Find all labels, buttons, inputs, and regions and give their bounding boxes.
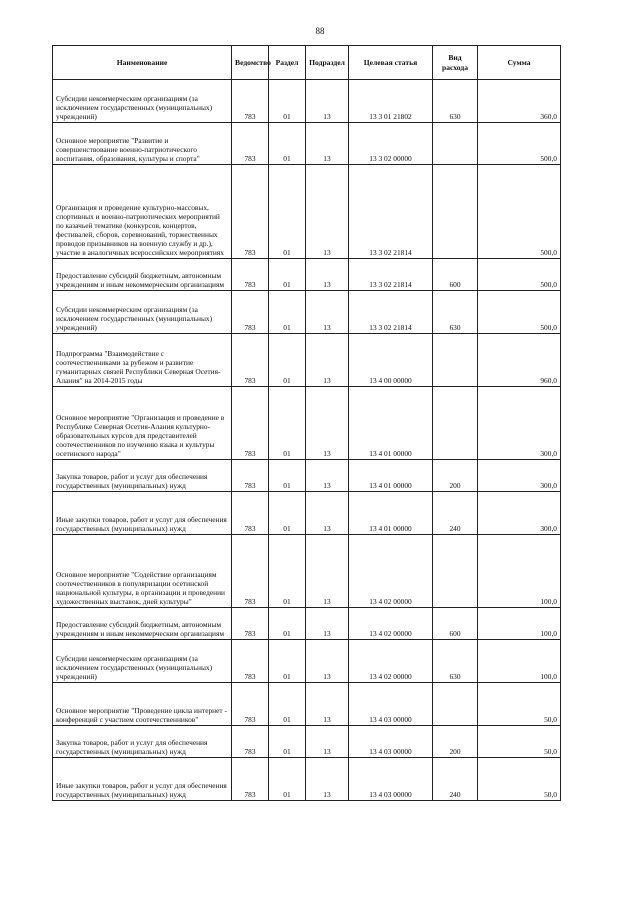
cell-celevaya-statya: 13 3 01 21802 [349, 80, 433, 123]
cell-razdel: 01 [269, 259, 306, 291]
cell-vedomstvo: 783 [232, 123, 269, 165]
cell-vid-raskhoda [433, 165, 478, 259]
cell-vid-raskhoda: 630 [433, 640, 478, 683]
cell-summa: 960,0 [478, 334, 561, 387]
cell-name: Иные закупки товаров, работ и услуг для обеспечения государственных (муниципальных) нужд [53, 758, 232, 801]
cell-name: Основное мероприятие "Развитие и совершенствование военно-патриотического воспитания, образования, культуры и спорта" [53, 123, 232, 165]
cell-summa: 50,0 [478, 758, 561, 801]
cell-name: Организация и проведение культурно-массовых, спортивных и военно-патриотических мероприятий по казачьей тематике (конкурсов, концертов, фестивалей, сборов, соревнований, торжественных проводов призывников на военную службу и др.), участие в аналогичных всероссийских мероприятиях [53, 165, 232, 259]
header-name: Наименование [53, 46, 232, 80]
cell-razdel: 01 [269, 608, 306, 640]
cell-podrazdel: 13 [306, 123, 349, 165]
cell-celevaya-statya: 13 3 02 00000 [349, 123, 433, 165]
cell-summa: 100,0 [478, 640, 561, 683]
cell-razdel: 01 [269, 640, 306, 683]
cell-name: Субсидии некоммерческим организациям (за исключением государственных (муниципальных) учреждений) [53, 80, 232, 123]
cell-vedomstvo: 783 [232, 492, 269, 535]
cell-vedomstvo: 783 [232, 80, 269, 123]
cell-summa: 360,0 [478, 80, 561, 123]
header-podrazdel: Подраздел [306, 46, 349, 80]
cell-vedomstvo: 783 [232, 259, 269, 291]
cell-name: Иные закупки товаров, работ и услуг для обеспечения государственных (муниципальных) нужд [53, 492, 232, 535]
cell-podrazdel: 13 [306, 80, 349, 123]
cell-vedomstvo: 783 [232, 387, 269, 460]
cell-vid-raskhoda: 240 [433, 492, 478, 535]
cell-vid-raskhoda: 600 [433, 608, 478, 640]
table-row [53, 535, 561, 608]
cell-vid-raskhoda: 630 [433, 291, 478, 334]
cell-vedomstvo: 783 [232, 758, 269, 801]
table-row [53, 123, 561, 165]
cell-podrazdel: 13 [306, 758, 349, 801]
table-row [53, 640, 561, 683]
cell-razdel: 01 [269, 387, 306, 460]
table-header [53, 46, 561, 80]
cell-vedomstvo: 783 [232, 608, 269, 640]
cell-podrazdel: 13 [306, 683, 349, 726]
cell-vid-raskhoda: 600 [433, 259, 478, 291]
cell-vid-raskhoda [433, 123, 478, 165]
table-row [53, 291, 561, 334]
page-number: 88 [315, 26, 325, 36]
header-celevaya-statya: Целевая статья [349, 46, 433, 80]
header-row [53, 46, 561, 80]
cell-name: Основное мероприятие "Организация и проведение в Республике Северная Осетия-Алания культурно-образовательных курсов для представителей соотечественников по изучению языка и культуры осетинского народа" [53, 387, 232, 460]
cell-vedomstvo: 783 [232, 165, 269, 259]
cell-summa: 50,0 [478, 683, 561, 726]
cell-podrazdel: 13 [306, 291, 349, 334]
cell-razdel: 01 [269, 535, 306, 608]
cell-vid-raskhoda: 240 [433, 758, 478, 801]
cell-summa: 500,0 [478, 165, 561, 259]
cell-summa: 100,0 [478, 608, 561, 640]
cell-celevaya-statya: 13 4 01 00000 [349, 492, 433, 535]
cell-podrazdel: 13 [306, 726, 349, 758]
cell-celevaya-statya: 13 4 02 00000 [349, 608, 433, 640]
cell-podrazdel: 13 [306, 535, 349, 608]
cell-name: Предоставление субсидий бюджетным, автономным учреждениям и иным некоммерческим организациям [53, 608, 232, 640]
cell-name: Субсидии некоммерческим организациям (за исключением государственных (муниципальных) учреждений) [53, 640, 232, 683]
cell-vedomstvo: 783 [232, 460, 269, 492]
cell-vedomstvo: 783 [232, 291, 269, 334]
cell-celevaya-statya: 13 3 02 21814 [349, 165, 433, 259]
table-row [53, 259, 561, 291]
cell-celevaya-statya: 13 4 02 00000 [349, 535, 433, 608]
table-row [53, 683, 561, 726]
cell-razdel: 01 [269, 726, 306, 758]
cell-razdel: 01 [269, 80, 306, 123]
cell-razdel: 01 [269, 291, 306, 334]
cell-vedomstvo: 783 [232, 535, 269, 608]
cell-podrazdel: 13 [306, 165, 349, 259]
table-row [53, 460, 561, 492]
cell-name: Предоставление субсидий бюджетным, автономным учреждениям и иным некоммерческим организациям [53, 259, 232, 291]
budget-table [52, 45, 561, 801]
table-row [53, 492, 561, 535]
cell-summa: 100,0 [478, 535, 561, 608]
header-razdel: Раздел [269, 46, 306, 80]
cell-name: Основное мероприятие "Содействие организациям соотечественников в популяризации осетинской национальной культуры, в организации и проведении художественных выставок, дней культуры" [53, 535, 232, 608]
cell-celevaya-statya: 13 4 03 00000 [349, 683, 433, 726]
cell-vedomstvo: 783 [232, 683, 269, 726]
cell-vid-raskhoda: 200 [433, 726, 478, 758]
cell-vedomstvo: 783 [232, 334, 269, 387]
cell-summa: 300,0 [478, 387, 561, 460]
table-row [53, 80, 561, 123]
cell-summa: 500,0 [478, 291, 561, 334]
table-row [53, 726, 561, 758]
cell-podrazdel: 13 [306, 259, 349, 291]
cell-razdel: 01 [269, 683, 306, 726]
cell-celevaya-statya: 13 4 02 00000 [349, 640, 433, 683]
cell-celevaya-statya: 13 3 02 21814 [349, 259, 433, 291]
table-row [53, 758, 561, 801]
cell-razdel: 01 [269, 165, 306, 259]
table-row [53, 165, 561, 259]
cell-razdel: 01 [269, 492, 306, 535]
header-vid-raskhoda: Вид расхода [433, 46, 478, 80]
cell-vid-raskhoda [433, 334, 478, 387]
cell-razdel: 01 [269, 334, 306, 387]
cell-podrazdel: 13 [306, 608, 349, 640]
cell-razdel: 01 [269, 123, 306, 165]
cell-razdel: 01 [269, 758, 306, 801]
cell-summa: 500,0 [478, 259, 561, 291]
cell-razdel: 01 [269, 460, 306, 492]
cell-podrazdel: 13 [306, 640, 349, 683]
cell-celevaya-statya: 13 3 02 21814 [349, 291, 433, 334]
cell-vid-raskhoda [433, 535, 478, 608]
cell-celevaya-statya: 13 4 01 00000 [349, 387, 433, 460]
cell-vedomstvo: 783 [232, 726, 269, 758]
header-vedomstvo: Ведомство [232, 46, 269, 80]
cell-podrazdel: 13 [306, 387, 349, 460]
cell-summa: 500,0 [478, 123, 561, 165]
cell-name: Подпрограмма "Взаимодействие с соотечественниками за рубежом и развитие гуманитарных связей Республики Северная Осетия-Алания" на 2014-2015 годы [53, 334, 232, 387]
cell-celevaya-statya: 13 4 01 00000 [349, 460, 433, 492]
cell-name: Закупка товаров, работ и услуг для обеспечения государственных (муниципальных) нужд [53, 460, 232, 492]
header-summa: Сумма [478, 46, 561, 80]
table-row [53, 334, 561, 387]
cell-celevaya-statya: 13 4 03 00000 [349, 758, 433, 801]
table-row [53, 608, 561, 640]
cell-summa: 300,0 [478, 492, 561, 535]
cell-vid-raskhoda [433, 683, 478, 726]
cell-name: Субсидии некоммерческим организациям (за исключением государственных (муниципальных) учреждений) [53, 291, 232, 334]
table-row [53, 387, 561, 460]
cell-vid-raskhoda: 200 [433, 460, 478, 492]
cell-summa: 300,0 [478, 460, 561, 492]
cell-podrazdel: 13 [306, 460, 349, 492]
cell-name: Закупка товаров, работ и услуг для обеспечения государственных (муниципальных) нужд [53, 726, 232, 758]
cell-celevaya-statya: 13 4 00 00000 [349, 334, 433, 387]
cell-vedomstvo: 783 [232, 640, 269, 683]
cell-podrazdel: 13 [306, 334, 349, 387]
cell-name: Основное мероприятие "Проведение цикла интернет - конференций с участием соотечественников" [53, 683, 232, 726]
cell-podrazdel: 13 [306, 492, 349, 535]
cell-vid-raskhoda [433, 387, 478, 460]
cell-celevaya-statya: 13 4 03 00000 [349, 726, 433, 758]
cell-summa: 50,0 [478, 726, 561, 758]
cell-vid-raskhoda: 630 [433, 80, 478, 123]
